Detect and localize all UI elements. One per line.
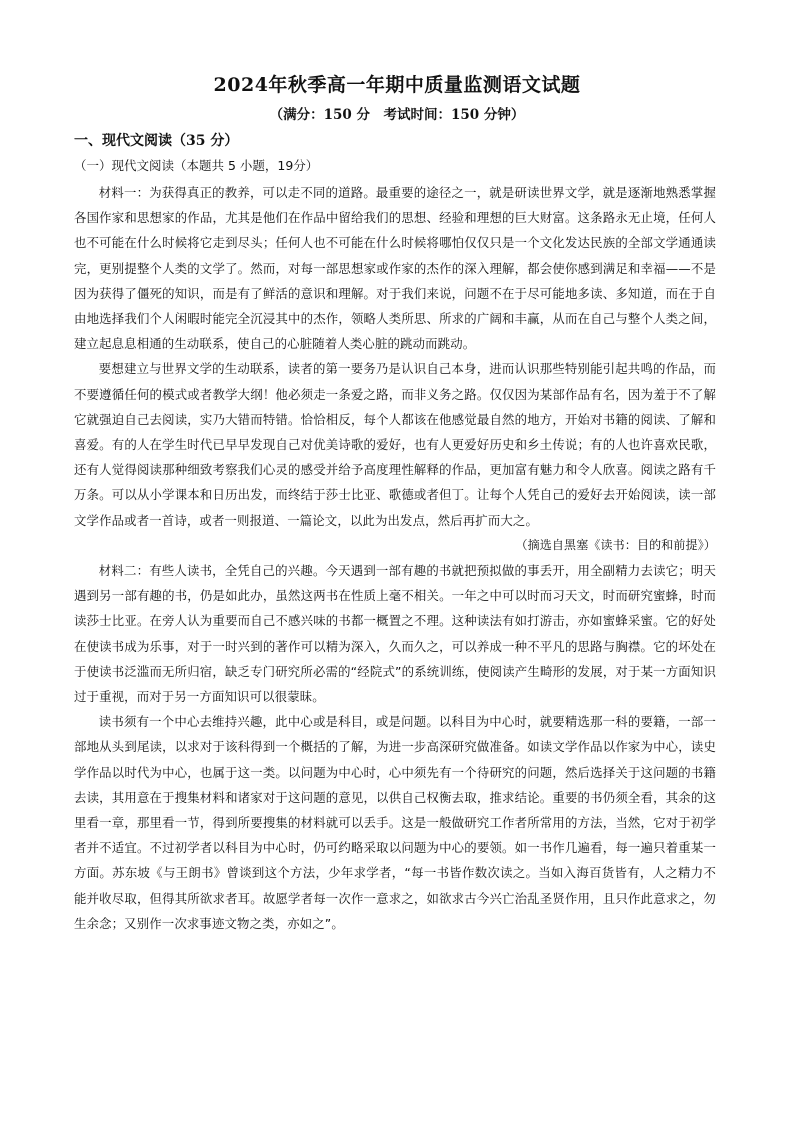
material1-p1-text: 为获得真正的教养，可以走不同的道路。最重要的途径之一，就是研读世界文学，就是逐渐地熟悉掌握各国作家和思想家的作品，尤其是他们在作品中留给我们的思想、经验和理想的巨大财富。这条路永无止境，任何人也不可能在什么时候将它走到尽头；任何人也不可能在什么时候将哪怕仅仅只是一个文化发达民族的全部文学通通读完，更别提整个人类的文学了。然而，对每一部思想家或作家的杰作的深入理解，都会使你感到满足和幸福——不是因为获得了僵死的知识，而是有了鲜活的意识和理解。对于我们来说，问题不在于尽可能地多读、多知道，而在于自由地选择我们个人闲暇时能完全沉浸其中的杰作，领略人类所思、所求的广阔和丰赢，从而在自己与整个人类之间，建立起息息相通的生动联系，使自己的心脏随着人类心脏的跳动而跳动。 (74, 185, 716, 352)
exam-subtitle: （满分：150 分 考试时间：150 分钟） (269, 107, 525, 123)
material1-source: （摘选自黑塞《读书：目的和前提》） (515, 537, 716, 552)
material2-p1-text: 有些人读书，全凭自己的兴趣。今天遇到一部有趣的书就把预拟做的事丢开，用全副精力去读它；明天遇到另一部有趣的书，仍是如此办，虽然这两书在性质上毫不相关。一年之中可以时而习天文，时而研究蜜蜂，时而读莎士比亚。在旁人认为重要而自己不感兴味的书都一概置之不理。这种读法有如打游击，亦如蜜蜂采蜜。它的好处在使读书成为乐事，对于一时兴到的著作可以精为深入，久而久之，可以养成一种不平凡的思路与胸襟。它的坏处在于使读书泛滥而无所归宿，缺乏专门研究所必需的“经院式”的系统训练，使阅读产生畸形的发展，对于某一方面知识过于重视，而对于另一方面知识可以很蒙昧。 (74, 563, 716, 705)
subsection-heading: （一）现代文阅读（本题共 5 小题，19分） (74, 158, 319, 173)
section-heading: 一、现代文阅读（35 分） (74, 133, 239, 149)
material2-paragraph-1 (74, 558, 716, 709)
material1-paragraph-2: 要想建立与世界文学的生动联系，读者的第一要务乃是认识自己本身，进而认识那些特别能引起共鸣的作品，而不要遵循任何的模式或者教学大纲！他必须走一条爱之路，而非义务之路。仅仅因为某部作品有名，因为羞于不了解它就强迫自己去阅读，实乃大错而特错。恰恰相反，每个人都该在他感觉最自然的地方，开始对书籍的阅读、了解和喜爱。有的人在学生时代已早早发现自己对优美诗歌的爱好，也有人更爱好历史和乡土传说；有的人也许喜欢民歌，还有人觉得阅读那种细致考察我们心灵的感受并给予高度理性解释的作品，更加富有魅力和令人欣喜。阅读之路有千万条。可以从小学课本和日历出发，而终结于莎士比亚、歌德或者但丁。让每个人凭自己的爱好去开始阅读，读一部文学作品或者一首诗，或者一则报道、一篇论文，以此为出发点，然后再扩而大之。 (74, 361, 716, 528)
material1-paragraph-1 (74, 180, 716, 356)
material2-paragraph-2: 读书须有一个中心去维持兴趣，此中心或是科目，或是问题。以科目为中心时，就要精选那一科的要籍，一部一部地从头到尾读，以求对于该科得到一个概括的了解，为进一步高深研究做准备。如读文学作品以作家为中心，读史学作品以时代为中心，也属于这一类。以问题为中心时，心中须先有一个待研究的问题，然后选择关于这问题的书籍去读，其用意在于搜集材料和诸家对于这问题的意见，以供自己权衡去取，推求结论。重要的书仍须全看，其余的这里看一章，那里看一节，得到所要搜集的材料就可以丢手。这是一般做研究工作者所常用的方法，当然，它对于初学者并不适宜。不过初学者以科目为中心时，仍可约略采取以问题为中心的要领。如一书作几遍看，每一遍只着重某一方面。苏东坡《与王朗书》曾谈到这个方法，少年求学者，“每一书皆作数次读之。当如入海百货皆有，人之精力不能并收尽取，但得其所欲求者耳。故愿学者每一次作一意求之，如欲求古今兴亡治乱圣贤作用，且只作此意求之，勿生余念；又别作一次求事迹文物之类，亦如之”。 (74, 714, 716, 931)
passage-body (74, 180, 716, 936)
material2-label: 材料二： (98, 563, 150, 579)
material1-label: 材料一： (98, 185, 150, 200)
exam-title: 2024年秋季高一年期中质量监测语文试题 (213, 74, 581, 96)
